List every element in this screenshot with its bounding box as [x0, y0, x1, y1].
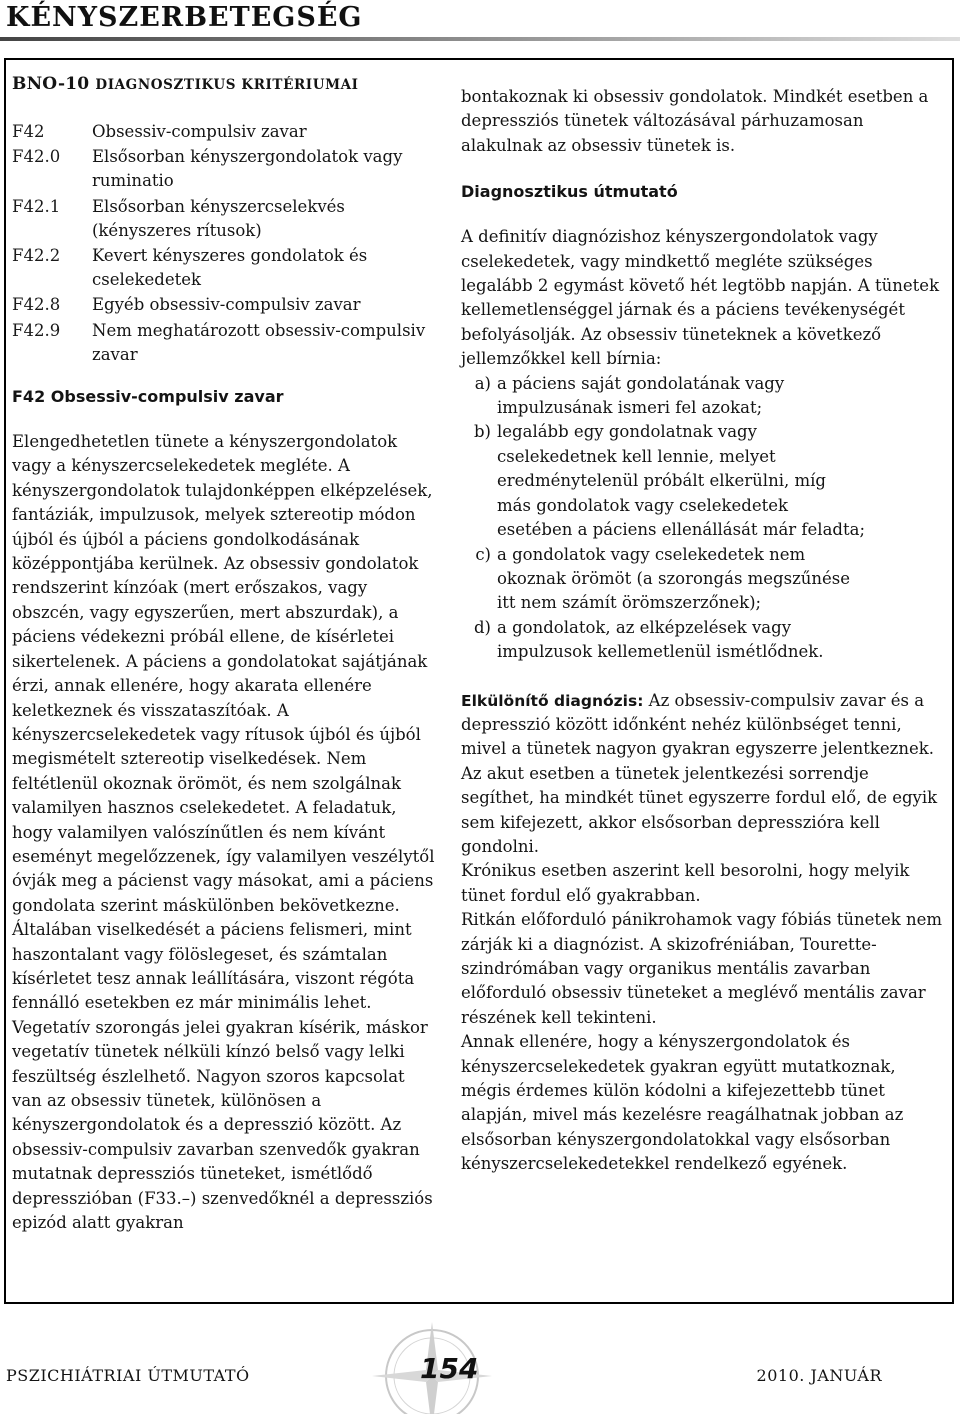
- code: F42.9: [12, 320, 61, 340]
- list-letter: d): [474, 617, 491, 637]
- differential-text: Az obsessiv-compulsiv zavar és a depresszió között időnként nehéz különbséget tenni, mivel a tünetek nagyon gyakran egyszerre jelentkeznek. Az akut esetben a tünetek jelentkezési sorrendje segíthet, ha mindkét tünet egyszerre fordul elő, de egyik sem kifejezett, akkor elsősorban depresszióra kell gondolni.: [461, 690, 938, 856]
- list-item: [461, 420, 946, 542]
- list-item: [461, 616, 946, 665]
- page-number: 154: [420, 1352, 479, 1385]
- differential-paragraph: [461, 689, 946, 860]
- header-rule: [0, 37, 960, 41]
- list-line: a gondolatok vagy cselekedetek nem: [497, 544, 806, 564]
- code: F42.2: [12, 246, 61, 266]
- page-header: [0, 0, 960, 40]
- list-line: más gondolatok vagy cselekedetek: [497, 495, 789, 515]
- list-item: [461, 543, 946, 616]
- page-title: KÉNYSZERBETEGSÉG: [6, 2, 363, 33]
- footer-date: 2010. JANUÁR: [756, 1366, 882, 1385]
- list-line: eredménytelenül próbált elkerülni, míg: [497, 471, 826, 491]
- criteria-title-rest: DIAGNOSZTIKUS KRITÉRIUMAI: [95, 77, 359, 93]
- code: F42.1: [12, 196, 61, 216]
- code-list: [12, 120, 437, 367]
- differential-heading: Elkülönítő diagnózis:: [461, 691, 644, 710]
- code-desc: Nem meghatározott obsessiv-compulsiv zavar: [92, 320, 426, 364]
- body-paragraph: Ritkán előforduló pánikrohamok vagy fóbiás tünetek nem zárják ki a diagnózist. A skizofréniában, Tourette-szindrómában vagy organikus mentális zavarban előforduló obsessiv tüneteket a meglévő mentális zavar részének kell tekinteni.: [461, 910, 943, 1027]
- code-desc: Kevert kényszeres gondolatok és cselekedetek: [92, 246, 368, 290]
- code-desc: Elsősorban kényszercselekvés (kényszeres rítusok): [92, 196, 345, 240]
- list-line: impulzusának ismeri fel azokat;: [497, 398, 763, 418]
- list-line: itt nem számít örömszerzőnek);: [497, 593, 762, 613]
- list-line: okoznak örömöt (a szorongás megszűnése: [497, 568, 851, 588]
- list-line: legalább egy gondolatnak vagy: [497, 422, 757, 442]
- code-desc: Egyéb obsessiv-compulsiv zavar: [92, 295, 361, 315]
- list-letter: b): [474, 422, 491, 442]
- content-frame: [4, 58, 954, 1304]
- section-heading: F42 Obsessiv-compulsiv zavar: [12, 387, 284, 407]
- left-column: [12, 74, 437, 1235]
- code: F42.8: [12, 295, 61, 315]
- list-line: a páciens saját gondolatának vagy: [497, 373, 785, 393]
- criteria-title-code: BNO-10: [12, 74, 90, 94]
- list-line: cselekedetnek kell lennie, melyet: [497, 446, 776, 466]
- footer-publication: PSZICHIÁTRIAI ÚTMUTATÓ: [6, 1366, 250, 1385]
- body-text-continued: bontakoznak ki obsessiv gondolatok. Mindkét esetben a depressziós tünetek változásával párhuzamosan alakulnak az obsessiv tünetek is.: [461, 87, 929, 155]
- list-line: impulzusok kellemetlenül ismétlődnek.: [497, 642, 824, 662]
- code: F42.0: [12, 147, 61, 167]
- page-footer: [0, 1330, 960, 1416]
- code-desc: Obsessiv-compulsiv zavar: [92, 122, 307, 141]
- body-paragraph: Annak ellenére, hogy a kényszergondolatok és kényszercselekedetek gyakran együtt mutatkoznak, mégis érdemes külön kódolni a kifejezettebb tünet alapján, mivel más kezelésre reagálhatnak jobban az elsősorban kényszergondolatokkal vagy elsősorban kényszercselekedetekkel rendelkező egyének.: [461, 1032, 904, 1174]
- code: F42: [12, 122, 45, 141]
- list-item: [461, 372, 946, 421]
- criteria-list: [461, 372, 946, 665]
- body-paragraph: Krónikus esetben aszerint kell besorolni, hogy melyik tünet fordul elő gyakrabban.: [461, 861, 910, 905]
- list-line: a gondolatok, az elképzelések vagy: [497, 617, 792, 637]
- body-text: Elengedhetetlen tünete a kényszergondolatok vagy a kényszercselekedetek megléte. A kényszergondolatok tulajdonképpen elképzelések, fantáziák, impulzusok, melyek sztereotip módon újból és újból a páciens gondolkodásának középpontjába kerülnek. Az obsessiv gondolatok rendszerint kínzóak (mert erőszakos, vagy obszcén, vagy egyszerűen, mert abszurdak), a páciens védekezni próbál ellene, de kísérletei sikertelenek. A páciens a gondolatokat sajátjának érzi, annak ellenére, hogy akarata ellenére keletkeznek és visszataszítóak. A kényszercselekedetek vagy rítusok újból és újból megismételt sztereotip viselkedések. Nem feltétlenül okoznak örömöt, és nem szolgálnak valamilyen hasznos cselekedetet. A feladatuk, hogy valamilyen valószínűtlen és nem kívánt eseményt megelőzzenek, így valamilyen veszélytől óvják meg a pácienst vagy másokat, ami a páciens gondolata szerint máskülönben bekövetkezne. Általában viselkedését a páciens felismeri, mint haszontalant vagy fölöslegeset, és számtalan kísérletet tesz annak leállítására, viszont régóta fennálló esetekben ez már minimális lehet. Vegetatív szorongás jelei gyakran kísérik, máskor vegetatív tünetek nélküli kínzó belső vagy lelki feszültség észlelhető. Nagyon szoros kapcsolat van az obsessiv tünetek, különösen a kényszergondolatok és a depresszió között. Az obsessiv-compulsiv zavarban szenvedők gyakran mutatnak depressziós tüneteket, ismétlődő depresszióban (F33.–) szenvedőknél a depressziós epizód alatt gyakran: [12, 432, 435, 1233]
- list-line: esetében a páciens ellenállását már feladta;: [497, 520, 866, 540]
- criteria-title: [12, 74, 437, 94]
- guide-heading: Diagnosztikus útmutató: [461, 182, 678, 202]
- list-letter: a): [474, 373, 491, 393]
- guide-intro: A definitív diagnózishoz kényszergondolatok vagy cselekedetek, vagy mindkettő megléte szükséges legalább 2 egymást követő hét legtöbb napján. A tünetek kellemetlenséggel járnak és a páciens tevékenységét befolyásolják. Az obsessiv tüneteknek a következő jellemzőkkel kell bírnia:: [461, 227, 940, 369]
- list-letter: c): [475, 544, 491, 564]
- right-column: [461, 85, 946, 1177]
- code-desc: Elsősorban kényszergondolatok vagy ruminatio: [92, 147, 403, 191]
